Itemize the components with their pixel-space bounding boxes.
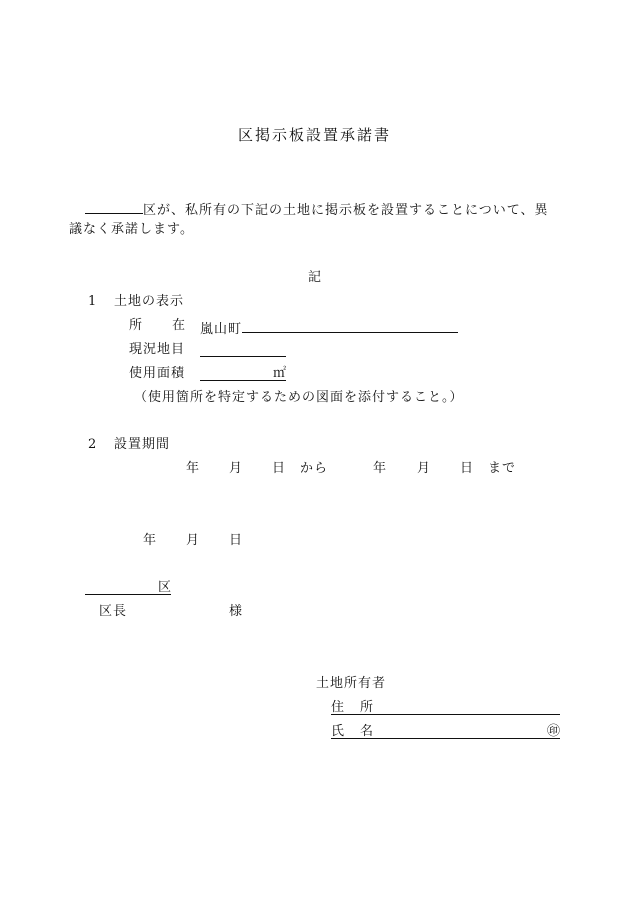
period-to-month: 月 [417, 461, 432, 476]
date-day: 日 [229, 533, 244, 548]
owner-name-blank [331, 724, 560, 739]
addressee-ward-blank [85, 580, 171, 595]
land-category-blank [200, 342, 286, 357]
location-blank [242, 318, 458, 333]
location-value: 嵐山町 [200, 322, 243, 337]
body-line-2: 議なく承諾します。 [69, 222, 194, 237]
land-category-label: 現況地目 [129, 342, 186, 357]
period-to-label: まで [488, 461, 517, 476]
section2-number: 2 [88, 437, 98, 452]
owner-address-line [331, 700, 560, 720]
body-line-1 [85, 199, 548, 219]
owner-name-label-b: 名 [360, 724, 374, 739]
section1-number: 1 [88, 294, 98, 309]
land-category-field [200, 342, 286, 362]
body-line-1-text: 区が、私所有の下記の土地に掲示板を設置することについて、異 [143, 203, 549, 218]
owner-address-label-b: 所 [360, 700, 374, 715]
seal-mark: ㊞ [546, 724, 560, 739]
date-year: 年 [143, 533, 158, 548]
owner-heading: 土地所有者 [316, 676, 387, 691]
date-month: 月 [186, 533, 201, 548]
location-label-a: 所 [129, 318, 144, 333]
addressee-ward-line [85, 580, 171, 596]
owner-address-blank [331, 700, 560, 715]
ki-heading: 記 [308, 270, 323, 285]
area-label: 使用面積 [129, 366, 186, 381]
area-blank [200, 366, 286, 381]
location-label-b: 在 [172, 318, 187, 333]
addressee-ward: 区 [157, 580, 171, 595]
area-unit: ㎡ [272, 366, 286, 381]
document-title: 区掲示板設置承諾書 [238, 126, 392, 144]
location-field [200, 318, 458, 338]
area-field [200, 366, 286, 382]
period-to-year: 年 [373, 461, 388, 476]
attachment-note: （使用箇所を特定するための図面を添付すること。） [134, 390, 464, 405]
addressee-honorific: 様 [229, 604, 244, 619]
section2-heading: 設置期間 [114, 437, 171, 452]
period-from-year: 年 [186, 461, 201, 476]
addressee-chief: 区長 [99, 604, 128, 619]
owner-address-label-a: 住 [331, 700, 345, 715]
ward-blank [85, 199, 143, 214]
period-from-month: 月 [229, 461, 244, 476]
period-from-label: から [300, 461, 329, 476]
period-to-day: 日 [460, 461, 475, 476]
period-from-day: 日 [272, 461, 287, 476]
section1-heading: 土地の表示 [114, 294, 185, 309]
owner-name-line [331, 724, 560, 744]
owner-name-label-a: 氏 [331, 724, 345, 739]
